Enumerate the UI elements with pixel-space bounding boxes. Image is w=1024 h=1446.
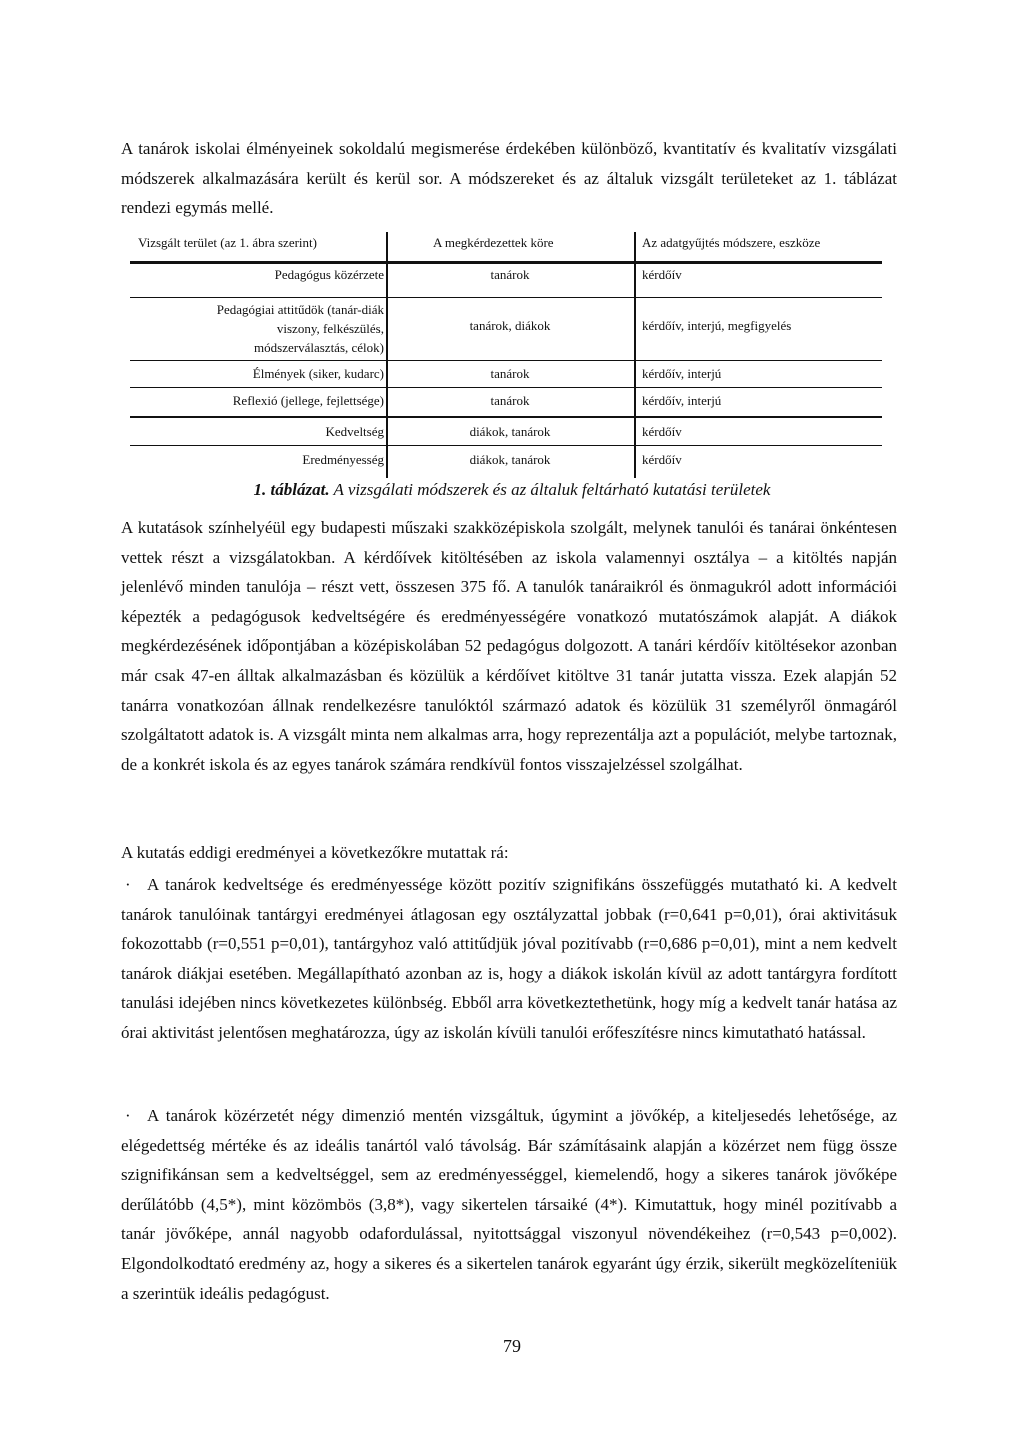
body-paragraph: A kutatások színhelyéül egy budapesti műszaki szakközépiskola szolgált, melynek tanulói és tanárai önkéntesen vettek részt a vizsgálatokban. A kérdőívek kitöltésében az iskola valamennyi osztálya – a kitöltés napján jelenlévő minden tanulója – részt vett, összesen 375 fő. A tanulók tanáraikról és önmagukról adott információi képezték a pedagógusok kedveltségére és eredményességére vonatkozó mutatószámok alapját. A diákok megkérdezésének időpontjában a középiskolában 52 pedagógus dolgozott. A tanári kérdőív kitöltésekor azonban már csak 47-en álltak alkalmazásban és közülük a kérdőívet kitöltve 31 tanár jutatta vissza. Ezek alapján 52 tanárra vonatkozóan állnak rendelkezésre tanulóktól származó adatok és közülük 31 személyről önmagáról szolgáltatott adatok is. A vizsgált minta nem alkalmas arra, hogy reprezentálja azt a populációt, melybe tartoznak, de a konkrét iskola és az egyes tanárok számára rendkívül fontos visszajelzéssel szolgálhat. xyxy=(121,518,897,774)
bullet-icon: · xyxy=(125,1106,131,1125)
cell-area: Reflexió (jellege, fejlettsége) xyxy=(232,393,384,408)
cell-respondents: tanárok xyxy=(490,366,530,381)
page-number: 79 xyxy=(503,1336,521,1356)
list-item xyxy=(121,1101,897,1308)
cell-area xyxy=(130,300,384,357)
list-item-text: A tanárok kedveltsége és eredményessége között pozitív szignifikáns összefüggés mutatható ki. A kedvelt tanárok tanulóinak tantárgyi eredményei átlagosan egy osztályzattal jobbak (r=0,641 p=0,01), órai aktivitásuk fokozottabb (r=0,551 p=0,01), tantárgyhoz való attitűdjük jóval pozitívabb (r=0,686 p=0,01), mint a nem kedvelt tanárok diákjai esetében. Megállapítható azonban az is, hogy a diákok iskolán kívül az adott tantárgyra fordított tanulási idejében nincs következetes különbség. Ebből arra következtethetünk, hogy míg a kedvelt tanár hatása az órai aktivitást jelentősen meghatározza, úgy az iskolán kívüli tanulói erőfeszítésre nincs kimutatható hatással. xyxy=(121,875,897,1042)
cell-area: Élmények (siker, kudarc) xyxy=(252,366,384,381)
table-rule xyxy=(130,416,882,418)
table-row xyxy=(130,300,882,358)
caption-label: 1. táblázat. xyxy=(253,480,330,499)
cell-method: kérdőív xyxy=(642,267,682,282)
cell-method: kérdőív xyxy=(642,424,682,439)
cell-area: Pedagógus közérzete xyxy=(274,267,384,282)
methods-table xyxy=(130,232,882,478)
table-header-area: Vizsgált terület (az 1. ábra szerint) xyxy=(138,235,317,250)
cell-area: Kedveltség xyxy=(325,424,384,439)
cell-area-line: viszony, felkészülés, xyxy=(276,321,384,336)
results-intro: A kutatás eddigi eredményei a következőkre mutattak rá: xyxy=(121,843,509,862)
list-item-text: A tanárok közérzetét négy dimenzió mentén vizsgáltuk, úgymint a jövőkép, a kiteljesedés lehetősége, az elégedettség mértéke és az ideális tanártól való távolság. Bár számításaink alapján a közérzet nem függ össze szignifikánsan sem a kedveltséggel, sem az eredményességgel, kiemelendő, hogy a sikeres tanárok jövőképe derűlátóbb (4,5*), mint közömbös (3,8*), vagy sikertelen társaiké (4*). Kimutattuk, hogy minél pozitívabb a tanár jövőképe, annál nagyobb odafordulással, nyitottsággal viszonyul növendékeihez (r=0,543 p=0,002). Elgondolkodtató eredmény az, hogy a sikeres és a sikertelen tanárok egyaránt úgy érzik, sikerült megközelíteniük a szerintük ideális pedagógust. xyxy=(121,1106,897,1303)
cell-respondents: tanárok xyxy=(490,393,530,408)
list-item xyxy=(121,870,897,1048)
caption-text: A vizsgálati módszerek és az általuk feltárható kutatási területek xyxy=(333,480,771,499)
table-header-method: Az adatgyűjtés módszere, eszköze xyxy=(642,235,821,250)
table-caption xyxy=(0,478,1024,502)
table-rule xyxy=(130,261,882,264)
cell-method: kérdőív, interjú, megfigyelés xyxy=(642,318,792,333)
cell-area-line: Pedagógiai attitűdök (tanár-diák xyxy=(216,302,384,317)
table-header-respondents: A megkérdezettek köre xyxy=(433,235,554,250)
cell-area: Eredményesség xyxy=(302,452,384,467)
cell-method: kérdőív xyxy=(642,452,682,467)
table-rule xyxy=(130,360,882,361)
cell-method: kérdőív, interjú xyxy=(642,366,722,381)
cell-area-line: módszerválasztás, célok) xyxy=(254,340,384,355)
table-rule xyxy=(130,297,882,298)
intro-paragraph: A tanárok iskolai élményeinek sokoldalú megismerése érdekében különböző, kvantitatív és kvalitatív vizsgálati módszerek alkalmazására került és kerül sor. A módszereket és az általuk vizsgált területeket az 1. táblázat rendezi egymás mellé. xyxy=(121,139,897,218)
table-rule xyxy=(130,445,882,446)
cell-method: kérdőív, interjú xyxy=(642,393,722,408)
cell-respondents: tanárok xyxy=(490,267,530,282)
cell-respondents: tanárok, diákok xyxy=(469,318,551,333)
table-rule xyxy=(130,387,882,388)
bullet-icon: · xyxy=(125,875,131,894)
cell-respondents: diákok, tanárok xyxy=(469,424,551,439)
cell-respondents: diákok, tanárok xyxy=(469,452,551,467)
